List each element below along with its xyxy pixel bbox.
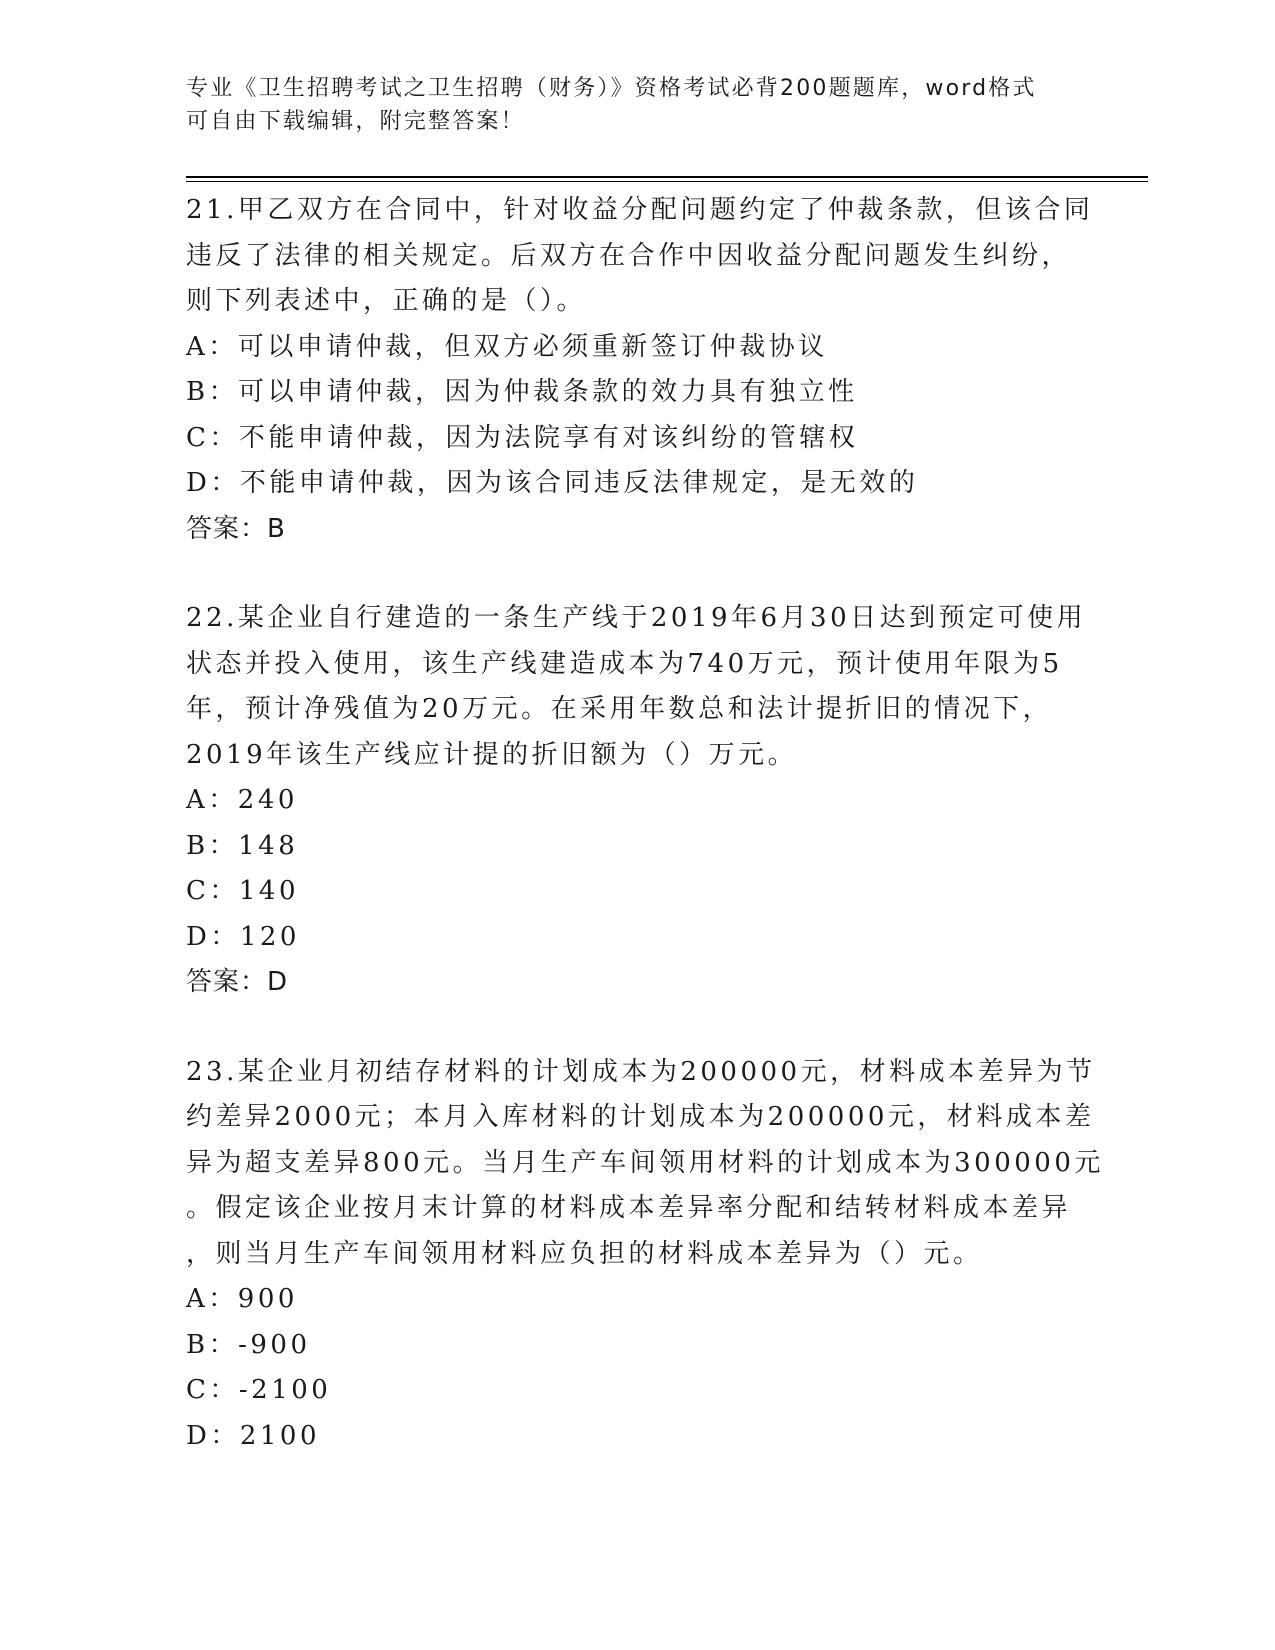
answer-label: 答案：D xyxy=(186,967,289,997)
question-text-line: 则下列表述中，正确的是（）。 xyxy=(186,286,587,316)
question-text-line: 。假定该企业按月末计算的材料成本差异率分配和结转材料成本差异 xyxy=(186,1193,1072,1223)
question-text-line: ，则当月生产车间领用材料应负担的材料成本差异为（）元。 xyxy=(186,1238,983,1269)
option-c: C：不能申请仲裁，因为法院享有对该纠纷的管辖权 xyxy=(186,422,859,453)
option-b: B：-900 xyxy=(186,1329,311,1360)
question-text-line: 23.某企业月初结存材料的计划成本为200000元，材料成本差异为节 xyxy=(186,1056,1096,1087)
answer-label: 答案：B xyxy=(186,513,286,544)
option-b: B：148 xyxy=(186,830,299,861)
question-text-line: 21.甲乙双方在合同中，针对收益分配问题约定了仲裁条款，但该合同 xyxy=(186,195,1094,225)
question-list xyxy=(186,188,1104,1459)
question-text-line: 22.某企业自行建造的一条生产线于2019年6月30日达到预定可使用 xyxy=(186,603,1087,633)
option-c: C：-2100 xyxy=(186,1375,332,1405)
question-text-line: 状态并投入使用，该生产线建造成本为740万元，预计使用年限为5 xyxy=(186,648,1063,679)
option-d: D：120 xyxy=(186,921,300,952)
option-b: B：可以申请仲裁，因为仲裁条款的效力具有独立性 xyxy=(186,377,858,407)
header-line: 可自由下载编辑，附完整答案！ xyxy=(186,109,525,134)
option-c: C：140 xyxy=(186,876,300,906)
question-text-line: 异为超支差异800元。当月生产车间领用材料的计划成本为300000元 xyxy=(186,1147,1104,1178)
question-22 xyxy=(186,596,1086,1006)
question-text-line: 年，预计净残值为20万元。在采用年数总和法计提折旧的情况下， xyxy=(186,694,1053,724)
question-text-line: 2019年该生产线应计提的折旧额为（）万元。 xyxy=(186,739,798,770)
header-line: 专业《卫生招聘考试之卫生招聘（财务）》资格考试必背200题题库，word格式 xyxy=(186,76,1037,101)
header-divider-thin xyxy=(186,181,1148,182)
option-a: A：240 xyxy=(186,785,298,815)
option-d: D：2100 xyxy=(186,1420,321,1451)
question-23 xyxy=(186,1050,1104,1460)
question-text-line: 约差异2000元；本月入库材料的计划成本为200000元，材料成本差 xyxy=(186,1102,1095,1132)
document-header xyxy=(186,72,1086,138)
option-d: D：不能申请仲裁，因为该合同违反法律规定，是无效的 xyxy=(186,468,919,498)
option-a: A：900 xyxy=(186,1284,298,1314)
option-a: A：可以申请仲裁，但双方必须重新签订仲裁协议 xyxy=(186,331,828,362)
question-21 xyxy=(186,188,1094,552)
header-divider-thick xyxy=(186,176,1148,178)
question-text-line: 违反了法律的相关规定。后双方在合作中因收益分配问题发生纠纷， xyxy=(186,240,1072,271)
